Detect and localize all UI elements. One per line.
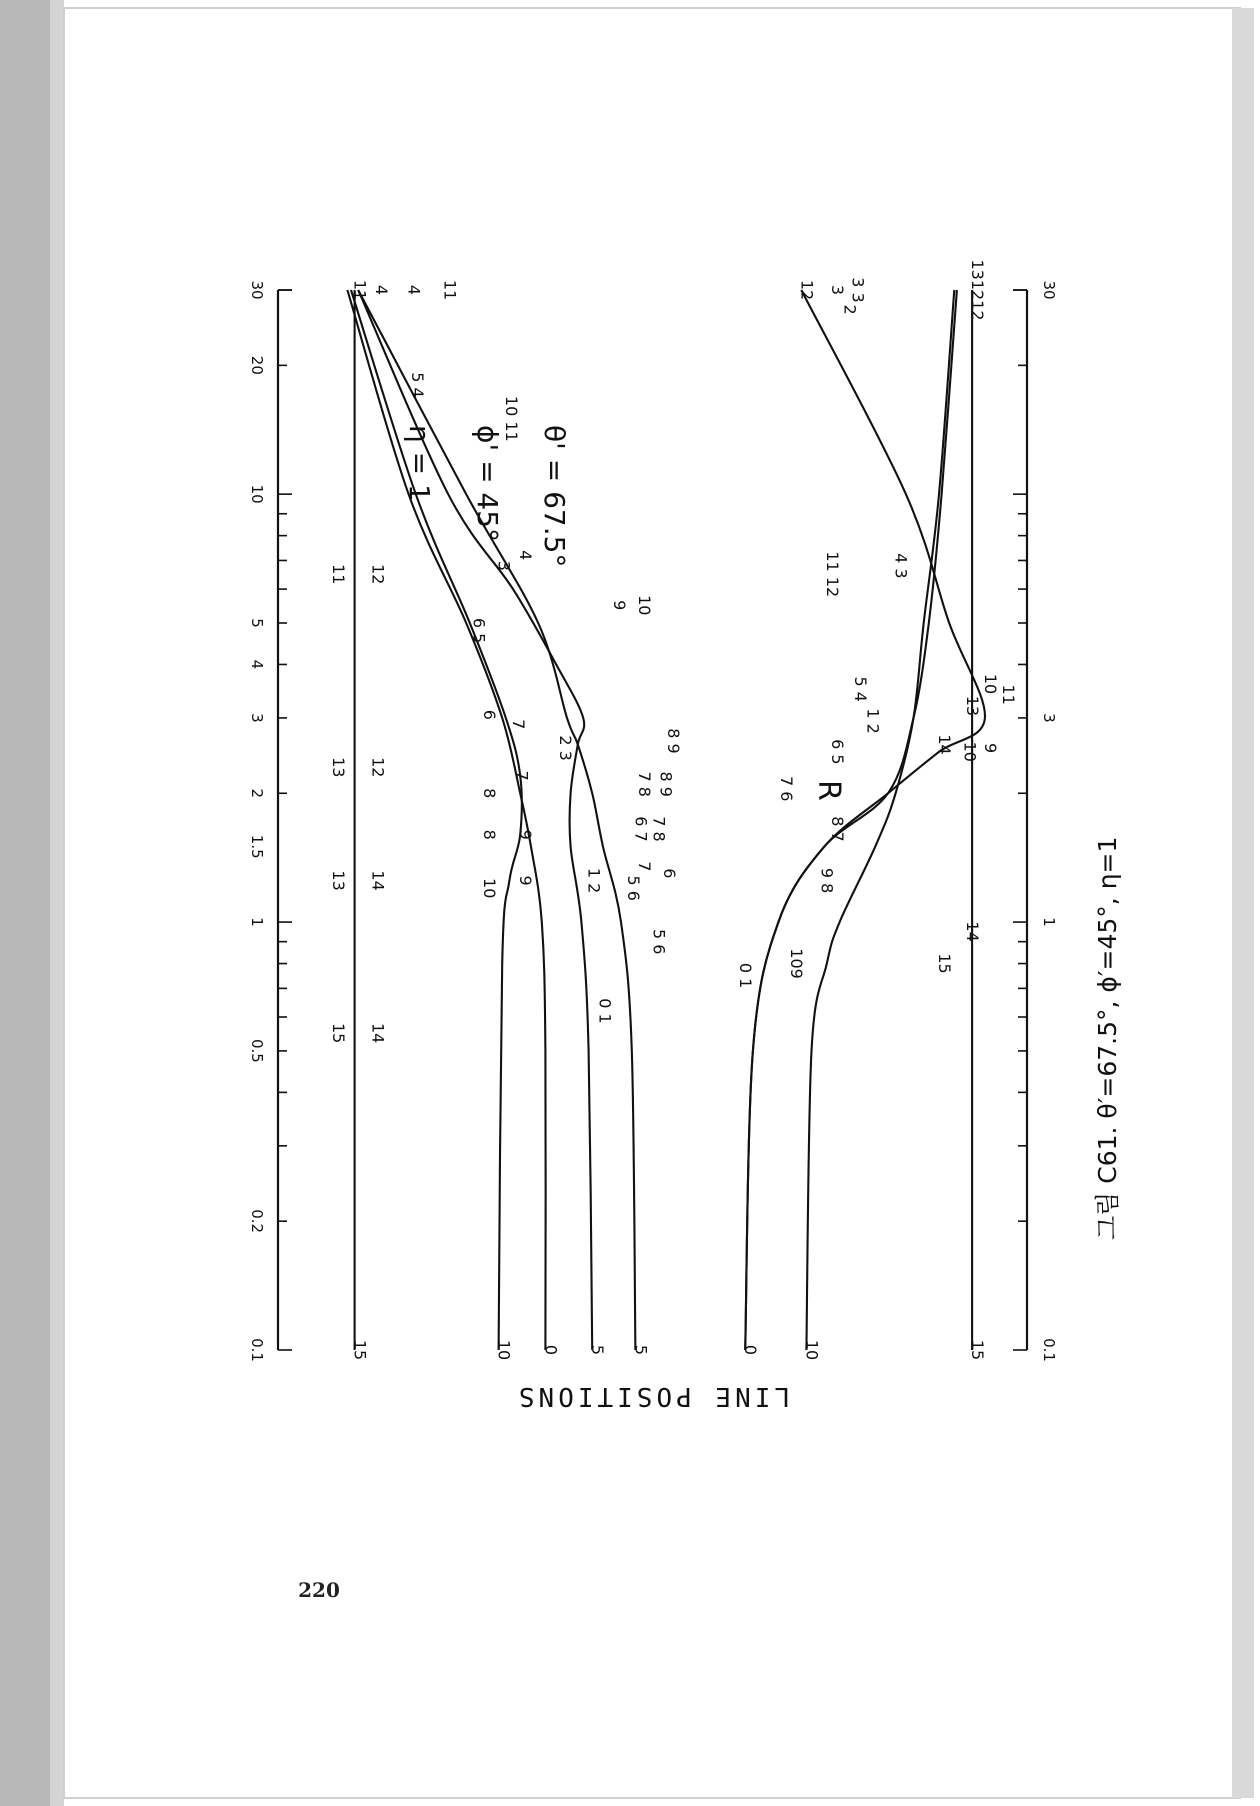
- curve-label: 3: [494, 560, 514, 571]
- page-right-edge: [1232, 8, 1254, 1798]
- curve-label: 7: [509, 719, 528, 730]
- curve-label: 0: [541, 1344, 561, 1356]
- param-eta: η = 1: [403, 425, 436, 502]
- curve-label: 15: [329, 1023, 348, 1044]
- curve-label: 14: [368, 870, 388, 891]
- x-tick-label: 5: [248, 618, 266, 628]
- y-axis-title: LINE POSITIONS: [514, 1381, 790, 1411]
- curve-label: 9: [516, 829, 536, 840]
- curve-label: 11: [350, 279, 370, 301]
- curve-label: 9: [516, 875, 536, 886]
- curve-label: 10: [480, 878, 500, 899]
- page-number: 220: [298, 1578, 340, 1602]
- x-tick-label: 20: [248, 355, 266, 375]
- curve-label: 1 2: [863, 708, 883, 734]
- curve-label: 0 1: [736, 962, 756, 989]
- curve-label: 10 11: [501, 395, 521, 442]
- curve-label: 6 5: [827, 739, 847, 765]
- curve-label: 5 6: [649, 928, 669, 955]
- curve-label: 0: [741, 1344, 761, 1356]
- curve-label: 8: [480, 788, 500, 799]
- x-tick-label: 1: [248, 917, 266, 927]
- x-tick-label: 4: [248, 659, 266, 670]
- x-tick-label-top: 0.1: [1040, 1338, 1058, 1362]
- x-axis-title: R: [811, 780, 846, 801]
- page-sheet: [64, 8, 1240, 1798]
- curve-label: 109: [787, 948, 807, 979]
- curve-label: 9 8: [817, 867, 837, 894]
- curve-label: 5: [631, 1344, 651, 1356]
- curve-label: 13: [329, 757, 348, 778]
- curve-label: 11 12: [822, 551, 842, 598]
- curve-label: 8 9: [663, 728, 683, 754]
- curve-label: 7: [635, 861, 654, 872]
- curve-label: 131212: [968, 259, 988, 321]
- x-tick-label-top: 30: [1040, 280, 1058, 300]
- curve-label: 8 9: [656, 771, 676, 797]
- x-tick-label: 0.2: [248, 1209, 266, 1234]
- curve-label: 5 6: [624, 875, 644, 901]
- x-tick-label: 2: [248, 788, 266, 799]
- curve-label: 10: [635, 595, 654, 616]
- curve-label: 5 4: [408, 372, 428, 398]
- curve-label: 9: [609, 600, 629, 611]
- curve-label: 10: [494, 1339, 514, 1361]
- curve-label: 12: [368, 564, 388, 585]
- curve-label: 14: [368, 1023, 388, 1044]
- curve-label: 2: [840, 304, 860, 315]
- x-tick-label: 0.1: [248, 1338, 266, 1362]
- curve-label: 4: [372, 284, 392, 296]
- curve-label: 8: [480, 829, 500, 840]
- curve-label: 8 7: [827, 816, 847, 842]
- x-tick-label-top: 3: [1040, 713, 1058, 723]
- curve-label: 9: [980, 743, 1000, 754]
- param-theta: θ' = 67.5°: [538, 425, 571, 568]
- curve-label: 5: [588, 1344, 608, 1356]
- curve-label: 13: [329, 870, 348, 891]
- curve-label: 2 3: [555, 735, 575, 761]
- curve-label: 6 7: [631, 816, 651, 842]
- curve-label: 7: [512, 770, 532, 781]
- curve-label: 10: [980, 673, 1000, 695]
- x-tick-label: 30: [248, 280, 266, 300]
- curve-label: 15: [968, 1339, 988, 1361]
- figure-caption: 그림 C61. θ′=67.5°, ϕ′=45°, η=1: [1093, 836, 1122, 1240]
- curve-label: 12: [368, 757, 388, 778]
- curve-label: 11: [998, 684, 1018, 705]
- curve-label: 4: [516, 550, 536, 561]
- curve-label: 14: [935, 734, 954, 755]
- curve-label: 10: [802, 1339, 822, 1361]
- curve-label: 6 5: [469, 617, 489, 644]
- curve-label: 7 6: [776, 775, 796, 802]
- curve-label: 0 1: [595, 998, 615, 1024]
- x-tick-label: 3: [248, 713, 266, 723]
- curve-label: 12: [797, 279, 817, 301]
- curve-label: 4 3: [891, 553, 911, 579]
- curve-label: 5 4: [850, 676, 870, 702]
- curve-label: 11: [440, 279, 460, 301]
- curve-label: 1 2: [584, 867, 604, 894]
- curve-label: 15: [935, 953, 954, 974]
- x-tick-label-top: 1: [1040, 917, 1058, 927]
- curve-label: 10: [960, 741, 980, 762]
- curve-label: 6: [660, 868, 680, 879]
- curve-label: 11: [329, 564, 348, 585]
- x-tick-label: 0.5: [248, 1038, 266, 1063]
- curve-label: 7 8: [635, 771, 654, 797]
- curve-label: 6: [480, 709, 500, 720]
- x-tick-label: 1.5: [248, 834, 266, 859]
- curve-label: 15: [350, 1339, 370, 1361]
- x-tick-label: 10: [248, 484, 266, 504]
- book-edge-shade: [50, 0, 64, 1806]
- curve-label: 13: [963, 695, 983, 717]
- curve-label: 3 3: [848, 277, 868, 303]
- curve-label: 3: [827, 284, 847, 296]
- param-phi: ϕ' = 45°: [471, 425, 504, 543]
- curve-label: 7 8: [649, 816, 669, 842]
- curve-label: 14: [963, 921, 983, 942]
- curve-label: 4: [404, 284, 424, 296]
